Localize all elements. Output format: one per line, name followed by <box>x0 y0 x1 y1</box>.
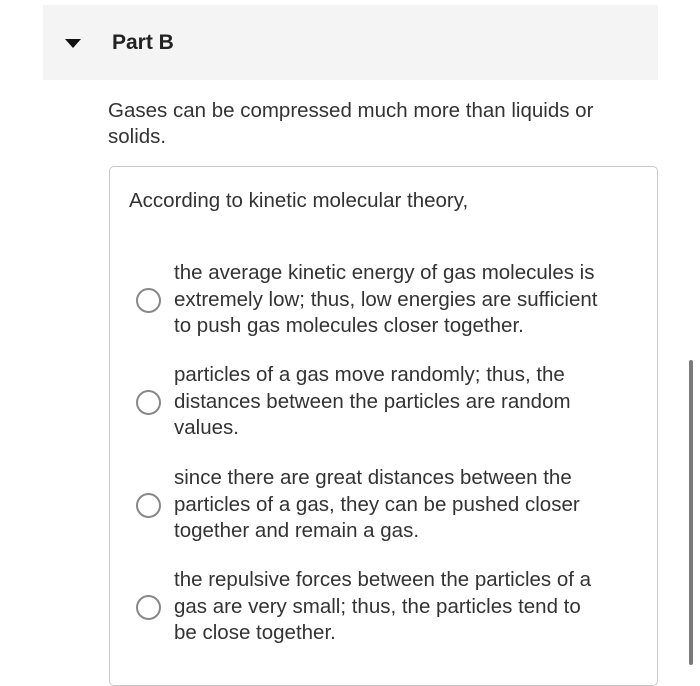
vertical-scrollbar[interactable] <box>689 360 693 665</box>
caret-down-icon[interactable] <box>65 39 81 48</box>
option-line: distances between the particles are random <box>174 389 571 413</box>
prompt-line: solids. <box>108 125 167 148</box>
radio-button[interactable] <box>136 390 161 415</box>
radio-button[interactable] <box>136 493 161 518</box>
option-line: gas are very small; thus, the particles tend to <box>174 594 581 618</box>
answer-option-text[interactable] <box>174 567 634 647</box>
answer-option-4[interactable] <box>110 567 650 647</box>
part-b-header[interactable] <box>43 5 658 80</box>
option-line: particles of a gas, they can be pushed closer <box>174 492 580 516</box>
question-prompt <box>108 98 638 150</box>
answer-option-text[interactable] <box>174 362 634 442</box>
option-line: values. <box>174 416 239 439</box>
option-line: together and remain a gas. <box>174 519 420 542</box>
answer-option-text[interactable] <box>174 260 634 340</box>
option-line: the average kinetic energy of gas molecules is <box>174 261 595 284</box>
answer-option-text[interactable] <box>174 465 634 545</box>
prompt-line: Gases can be compressed much more than liquids or <box>108 99 594 122</box>
option-line: be close together. <box>174 621 336 644</box>
radio-button[interactable] <box>136 595 161 620</box>
option-line: extremely low; thus, low energies are sufficient <box>174 287 598 311</box>
option-line: the repulsive forces between the particles of a <box>174 568 592 591</box>
part-title: Part B <box>112 31 174 54</box>
answer-option-1[interactable] <box>110 260 650 340</box>
question-stem: According to kinetic molecular theory, <box>129 189 469 212</box>
option-line: particles of a gas move randomly; thus, the <box>174 363 565 386</box>
option-line: since there are great distances between the <box>174 466 572 489</box>
answer-choices-box <box>109 166 658 686</box>
option-line: to push gas molecules closer together. <box>174 314 524 337</box>
answer-option-3[interactable] <box>110 465 650 545</box>
answer-option-2[interactable] <box>110 362 650 442</box>
radio-button[interactable] <box>136 288 161 313</box>
